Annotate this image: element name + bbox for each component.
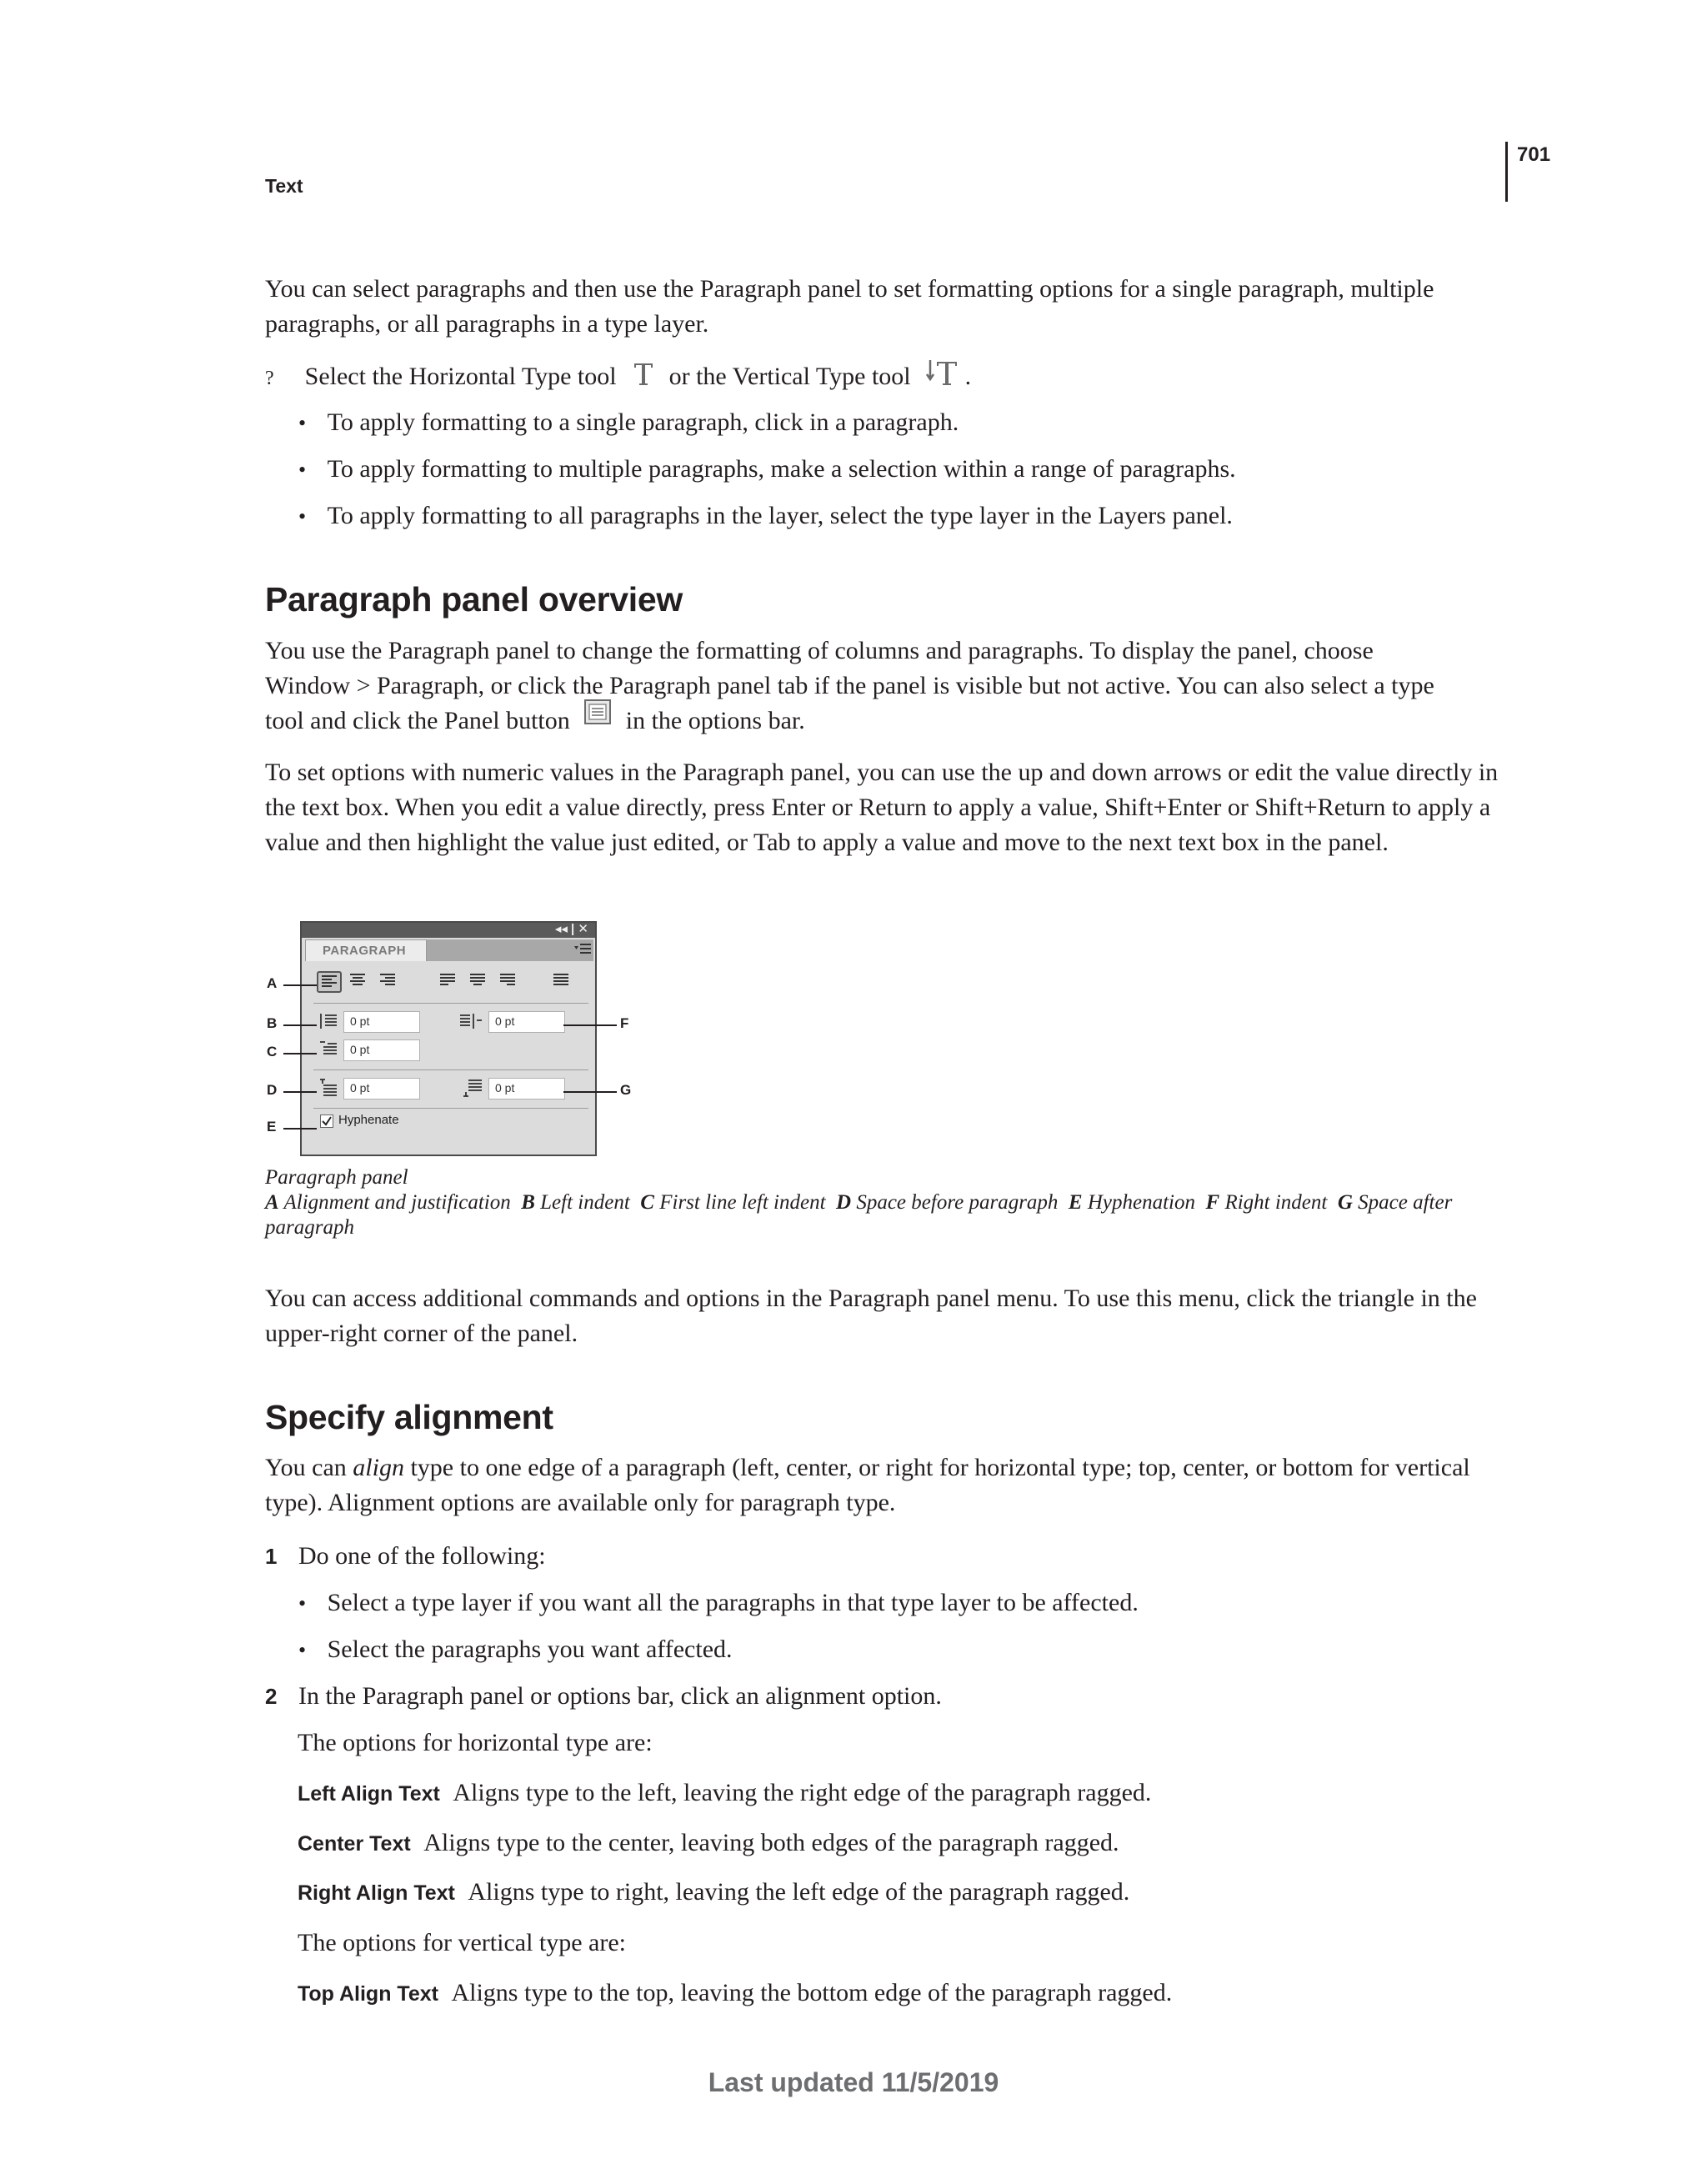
paragraph-panel (300, 921, 597, 1156)
intro-bullet: • To apply formatting to multiple paragraphs, make a selection within a range of paragraphs. (298, 455, 1236, 483)
horizontal-intro: The options for horizontal type are: (298, 1729, 653, 1756)
step-text-end: . (964, 362, 972, 390)
overview-line-1: You use the Paragraph panel to change the formatting of columns and paragraphs. To display the panel, choose (265, 637, 1374, 664)
callout-b: B (267, 1015, 278, 1031)
figure-caption-title: Paragraph panel (265, 1166, 408, 1189)
vertical-intro: The options for vertical type are: (298, 1929, 627, 1956)
first-line-indent-field[interactable]: 0 pt (343, 1039, 420, 1061)
callout-a: A (267, 975, 278, 991)
bullet-marker: • (298, 1591, 307, 1615)
overview-line-2: Window > Paragraph, or click the Paragraph panel tab if the panel is visible but not active. You can also select a type (265, 672, 1434, 699)
tab-paragraph[interactable]: PARAGRAPH (305, 939, 427, 961)
horizontal-type-tool-icon (633, 360, 654, 397)
space-before-field[interactable]: 0 pt (343, 1078, 420, 1100)
space-before-icon (318, 1078, 338, 1102)
callout-d: D (267, 1082, 278, 1098)
figure-caption-last-line: paragraph (265, 1216, 354, 1239)
footer-last-updated: Last updated 11/5/2019 (708, 2067, 999, 2097)
panel-divider (313, 1003, 588, 1004)
space-after-icon (462, 1078, 485, 1104)
intro-bullet: • To apply formatting to all paragraphs in the layer, select the type layer in the Layers panel. (298, 502, 1233, 529)
callout-f-line (563, 1024, 617, 1026)
step-text-mid: or the Vertical Type tool (668, 362, 911, 390)
intro-step (265, 358, 1515, 398)
option-top-align: Top Align Text Aligns type to the top, leaving the bottom edge of the paragraph ragged. (298, 1979, 1173, 2006)
panel-divider (313, 1108, 588, 1109)
justify-last-right-button[interactable] (497, 971, 522, 993)
panel-body (303, 961, 593, 1153)
section-heading-overview: Paragraph panel overview (265, 580, 683, 619)
option-right-align: Right Align Text Aligns type to right, leaving the left edge of the paragraph ragged. (298, 1878, 1130, 1906)
callout-b-line (283, 1024, 317, 1026)
option-left-align: Left Align Text Aligns type to the left, leaving the right edge of the paragraph ragged. (298, 1779, 1152, 1806)
bullet-marker: • (298, 1638, 307, 1662)
callout-g-line (563, 1091, 617, 1093)
left-indent-field[interactable]: 0 pt (343, 1011, 420, 1033)
callout-d-line (283, 1091, 317, 1093)
figure-caption-items: A Alignment and justification B Left indent C First line left indent D Space before paragraph E Hyphenation F Right indent G Space after (265, 1191, 1453, 1214)
panel-button-icon (584, 699, 611, 734)
space-after-field[interactable]: 0 pt (488, 1078, 565, 1100)
left-indent-icon (318, 1011, 338, 1035)
bullet-marker: • (298, 458, 307, 482)
callout-f: F (620, 1015, 629, 1031)
step-2: 2 In the Paragraph panel or options bar, click an alignment option. (265, 1682, 942, 1710)
callout-c-line (283, 1053, 317, 1054)
callout-a-line (283, 984, 317, 986)
justify-last-left-button[interactable] (437, 971, 462, 993)
section-heading-alignment: Specify alignment (265, 1398, 553, 1436)
step-number: 2 (265, 1684, 278, 1709)
first-line-indent-icon (318, 1039, 338, 1064)
step1-bullet: • Select the paragraphs you want affected. (298, 1635, 733, 1663)
callout-g: G (620, 1082, 632, 1098)
overview-paragraph-2: To set options with numeric values in the Paragraph panel, you can use the up and down arrows or edit the value directly in the text box. When you edit a value directly, press Enter or Return to apply a value, Shift+Enter or Shift+Return to apply a value and then highlight the value just edited, or Tab to apply a value and move to the next text box in the panel. (265, 759, 1499, 856)
panel-titlebar (302, 923, 595, 938)
hyphenate-label: Hyphenate (338, 1113, 399, 1127)
panel-collapse-close-buttons[interactable]: ◂◂ | ✕ (554, 922, 588, 936)
justify-last-center-button[interactable] (467, 971, 492, 993)
italic-align: align (353, 1454, 404, 1481)
running-head: Text (265, 175, 303, 197)
option-center-text: Center Text Aligns type to the center, leaving both edges of the paragraph ragged. (298, 1829, 1119, 1856)
center-text-button[interactable] (347, 971, 372, 993)
right-indent-icon (458, 1011, 483, 1035)
right-align-text-button[interactable] (377, 971, 402, 993)
alignment-line-2: type). Alignment options are available only for paragraph type. (265, 1489, 896, 1516)
right-indent-field[interactable]: 0 pt (488, 1011, 565, 1033)
bullet-marker: • (298, 411, 307, 435)
page-number: 701 (1517, 143, 1551, 166)
bullet-marker: • (298, 504, 307, 528)
justify-all-button[interactable] (550, 971, 575, 993)
callout-e: E (267, 1119, 277, 1135)
callout-e-line (283, 1128, 317, 1130)
step-text-before: Select the Horizontal Type tool (304, 362, 617, 390)
step-1: 1 Do one of the following: (265, 1542, 546, 1570)
step-marker: ? (265, 367, 274, 389)
hyphenate-checkbox[interactable] (320, 1115, 333, 1128)
panel-menu-note: You can access additional commands and options in the Paragraph panel menu. To use this menu, click the triangle in the upper-right corner of the panel. (265, 1285, 1477, 1347)
panel-tabbar (427, 939, 593, 961)
intro-bullet: • To apply formatting to a single paragraph, click in a paragraph. (298, 408, 959, 436)
vertical-type-tool-icon (925, 358, 959, 398)
left-align-text-button[interactable] (317, 971, 342, 993)
panel-divider (313, 1069, 588, 1070)
callout-c: C (267, 1044, 278, 1059)
panel-menu-icon[interactable] (573, 941, 592, 962)
intro-paragraph: You can select paragraphs and then use the Paragraph panel to set formatting options for a single paragraph, multiple paragraphs, or all paragraphs in a type layer. (265, 275, 1434, 338)
alignment-line-1: You can align type to one edge of a paragraph (left, center, or right for horizontal type; top, center, or bottom for vertical (265, 1454, 1470, 1481)
overview-line-3: tool and click the Panel button in the options bar. (265, 704, 805, 739)
step-number: 1 (265, 1544, 278, 1569)
step1-bullet: • Select a type layer if you want all the paragraphs in that type layer to be affected. (298, 1589, 1139, 1616)
header-rule (1505, 142, 1508, 202)
